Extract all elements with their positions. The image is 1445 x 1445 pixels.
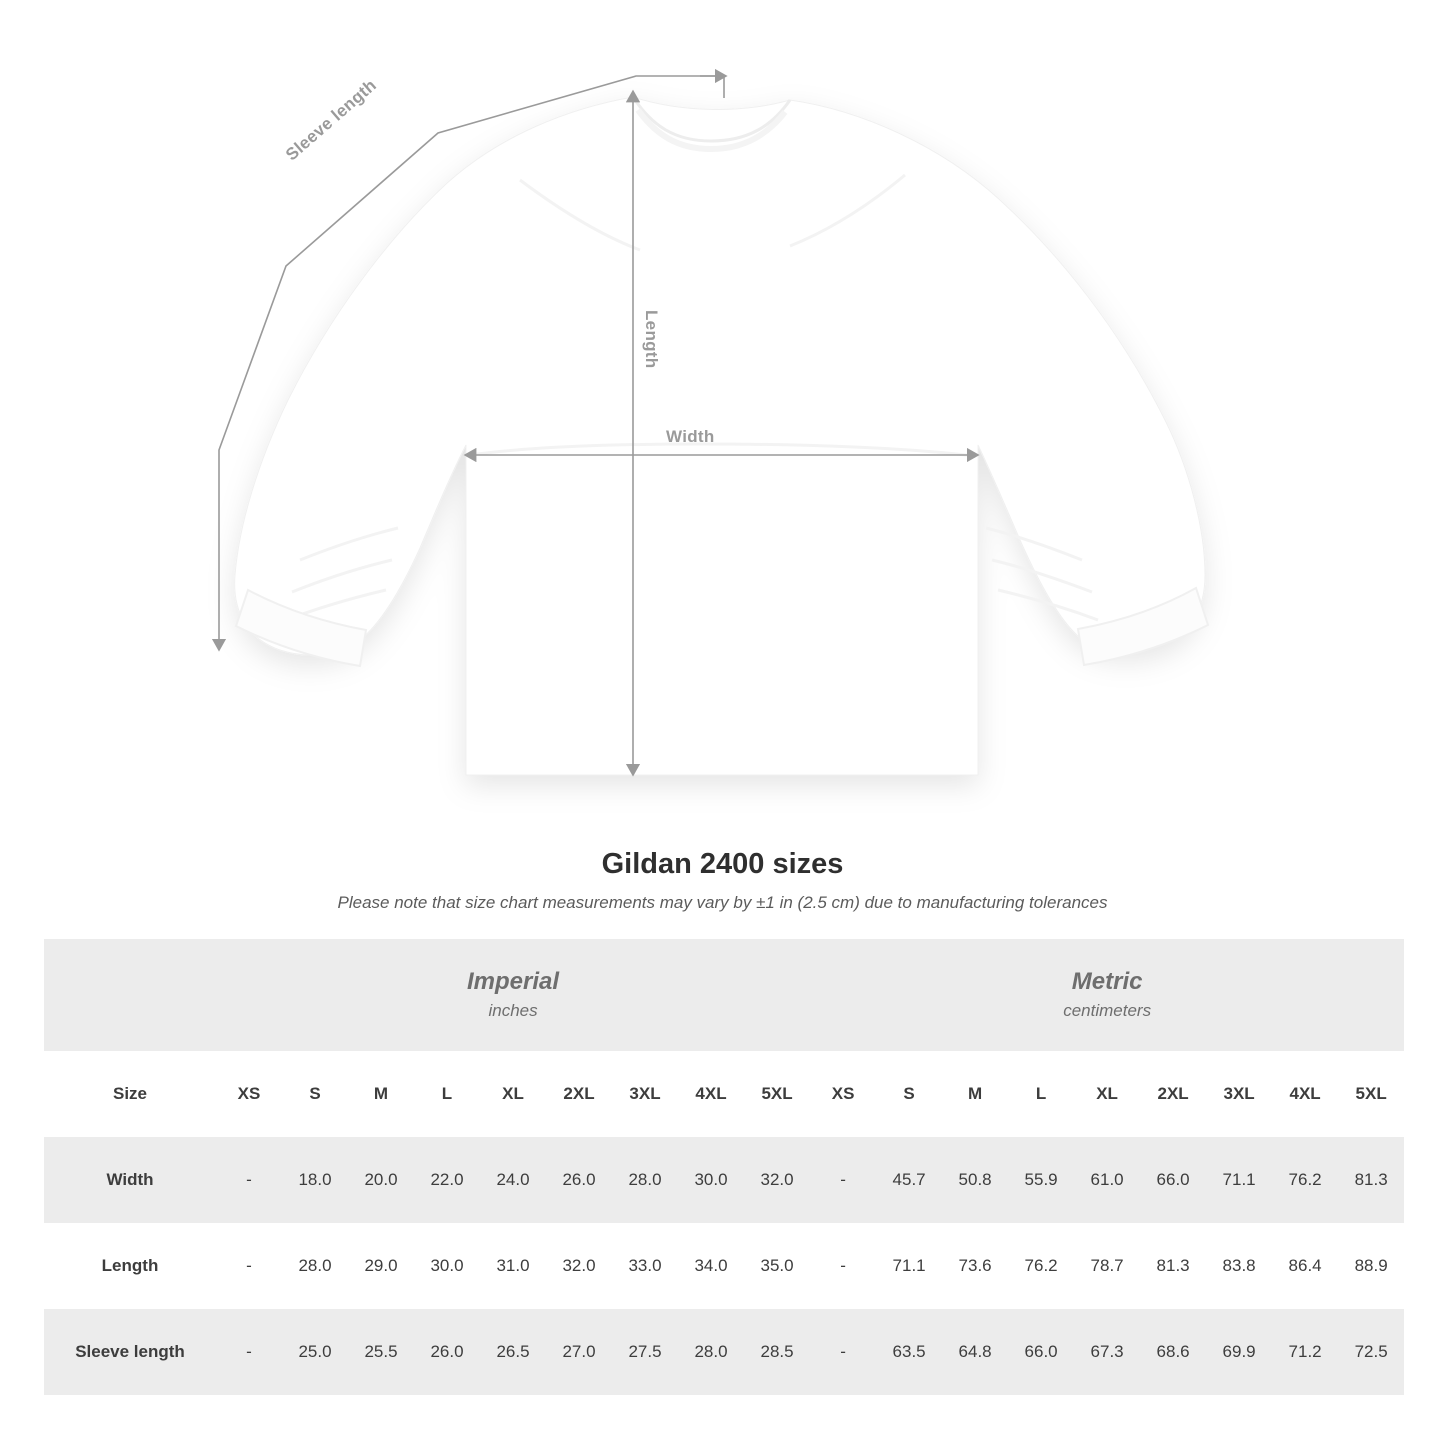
cell: 66.0 — [1008, 1309, 1074, 1395]
size-header-row — [44, 1051, 1404, 1137]
cell: 69.9 — [1206, 1309, 1272, 1395]
cell: 67.3 — [1074, 1309, 1140, 1395]
table-row — [44, 1309, 1404, 1395]
cell: 28.0 — [282, 1223, 348, 1309]
size-header-cell: 5XL — [744, 1051, 810, 1137]
size-header-label: Size — [44, 1051, 216, 1137]
page-title: Gildan 2400 sizes — [601, 848, 844, 880]
cell: 34.0 — [678, 1223, 744, 1309]
cell: - — [810, 1137, 876, 1223]
cell: 71.1 — [876, 1223, 942, 1309]
size-header-cell: L — [414, 1051, 480, 1137]
cell: 55.9 — [1008, 1137, 1074, 1223]
length-label: Length — [642, 310, 661, 369]
cell: 35.0 — [744, 1223, 810, 1309]
cell: 18.0 — [282, 1137, 348, 1223]
cell: 81.3 — [1140, 1223, 1206, 1309]
size-header-cell: XS — [810, 1051, 876, 1137]
cell: 30.0 — [414, 1223, 480, 1309]
unit-group-metric-sub: centimeters — [1063, 1001, 1152, 1021]
unit-group-imperial — [216, 939, 810, 1051]
row-label-sleeve-length: Sleeve length — [44, 1309, 216, 1395]
cell: - — [810, 1309, 876, 1395]
size-header-cell: M — [942, 1051, 1008, 1137]
cell: 20.0 — [348, 1137, 414, 1223]
cell: 31.0 — [480, 1223, 546, 1309]
cell: 73.6 — [942, 1223, 1008, 1309]
size-header-cell: S — [282, 1051, 348, 1137]
cell: 32.0 — [546, 1223, 612, 1309]
cell: 71.1 — [1206, 1137, 1272, 1223]
size-header-cell: 3XL — [1206, 1051, 1272, 1137]
unit-group-imperial-name: Imperial — [467, 968, 560, 996]
cell: 71.2 — [1272, 1309, 1338, 1395]
row-label-width: Width — [44, 1137, 216, 1223]
cell: 29.0 — [348, 1223, 414, 1309]
cell: - — [216, 1223, 282, 1309]
cell: 26.5 — [480, 1309, 546, 1395]
size-header-cell: XS — [216, 1051, 282, 1137]
size-header-cell: 5XL — [1338, 1051, 1404, 1137]
cell: 28.0 — [612, 1137, 678, 1223]
size-header-cell: 4XL — [1272, 1051, 1338, 1137]
cell: 76.2 — [1272, 1137, 1338, 1223]
unit-group-metric-name: Metric — [1071, 968, 1143, 996]
table-row — [44, 1223, 1404, 1309]
unit-group-metric — [810, 939, 1404, 1051]
cell: 27.5 — [612, 1309, 678, 1395]
cell: 88.9 — [1338, 1223, 1404, 1309]
unit-header-spacer — [44, 939, 216, 1051]
cell: 76.2 — [1008, 1223, 1074, 1309]
cell: 26.0 — [546, 1137, 612, 1223]
size-header-cell: 3XL — [612, 1051, 678, 1137]
cell: 27.0 — [546, 1309, 612, 1395]
table-row — [44, 1137, 1404, 1223]
cell: 28.0 — [678, 1309, 744, 1395]
size-header-cell: S — [876, 1051, 942, 1137]
size-header-cell: 2XL — [546, 1051, 612, 1137]
cell: 50.8 — [942, 1137, 1008, 1223]
cell: 26.0 — [414, 1309, 480, 1395]
cell: 28.5 — [744, 1309, 810, 1395]
size-header-cell: XL — [480, 1051, 546, 1137]
tolerance-note: Please note that size chart measurements may vary by ±1 in (2.5 cm) due to manufacturing tolerances — [337, 893, 1108, 912]
cell: - — [216, 1309, 282, 1395]
cell: 25.5 — [348, 1309, 414, 1395]
cell: 86.4 — [1272, 1223, 1338, 1309]
size-header-cell: L — [1008, 1051, 1074, 1137]
size-table-wrapper — [44, 939, 1401, 1395]
cell: - — [810, 1223, 876, 1309]
cell: 72.5 — [1338, 1309, 1404, 1395]
size-table — [44, 939, 1404, 1395]
row-label-length: Length — [44, 1223, 216, 1309]
cell: 68.6 — [1140, 1309, 1206, 1395]
chart-heading — [0, 848, 1445, 913]
size-header-cell: 4XL — [678, 1051, 744, 1137]
cell: 32.0 — [744, 1137, 810, 1223]
cell: 24.0 — [480, 1137, 546, 1223]
size-header-cell: 2XL — [1140, 1051, 1206, 1137]
unit-group-imperial-sub: inches — [488, 1001, 538, 1021]
cell: - — [216, 1137, 282, 1223]
cell: 22.0 — [414, 1137, 480, 1223]
size-header-cell: M — [348, 1051, 414, 1137]
cell: 25.0 — [282, 1309, 348, 1395]
cell: 78.7 — [1074, 1223, 1140, 1309]
unit-header-row — [44, 939, 1404, 1051]
cell: 66.0 — [1140, 1137, 1206, 1223]
cell: 33.0 — [612, 1223, 678, 1309]
cell: 45.7 — [876, 1137, 942, 1223]
size-header-cell: XL — [1074, 1051, 1140, 1137]
cell: 63.5 — [876, 1309, 942, 1395]
cell: 64.8 — [942, 1309, 1008, 1395]
cell: 61.0 — [1074, 1137, 1140, 1223]
width-label: Width — [666, 427, 715, 446]
cell: 83.8 — [1206, 1223, 1272, 1309]
shirt-shape — [235, 97, 1205, 775]
cell: 30.0 — [678, 1137, 744, 1223]
sleeve-length-label: Sleeve length — [282, 75, 381, 165]
cell: 81.3 — [1338, 1137, 1404, 1223]
